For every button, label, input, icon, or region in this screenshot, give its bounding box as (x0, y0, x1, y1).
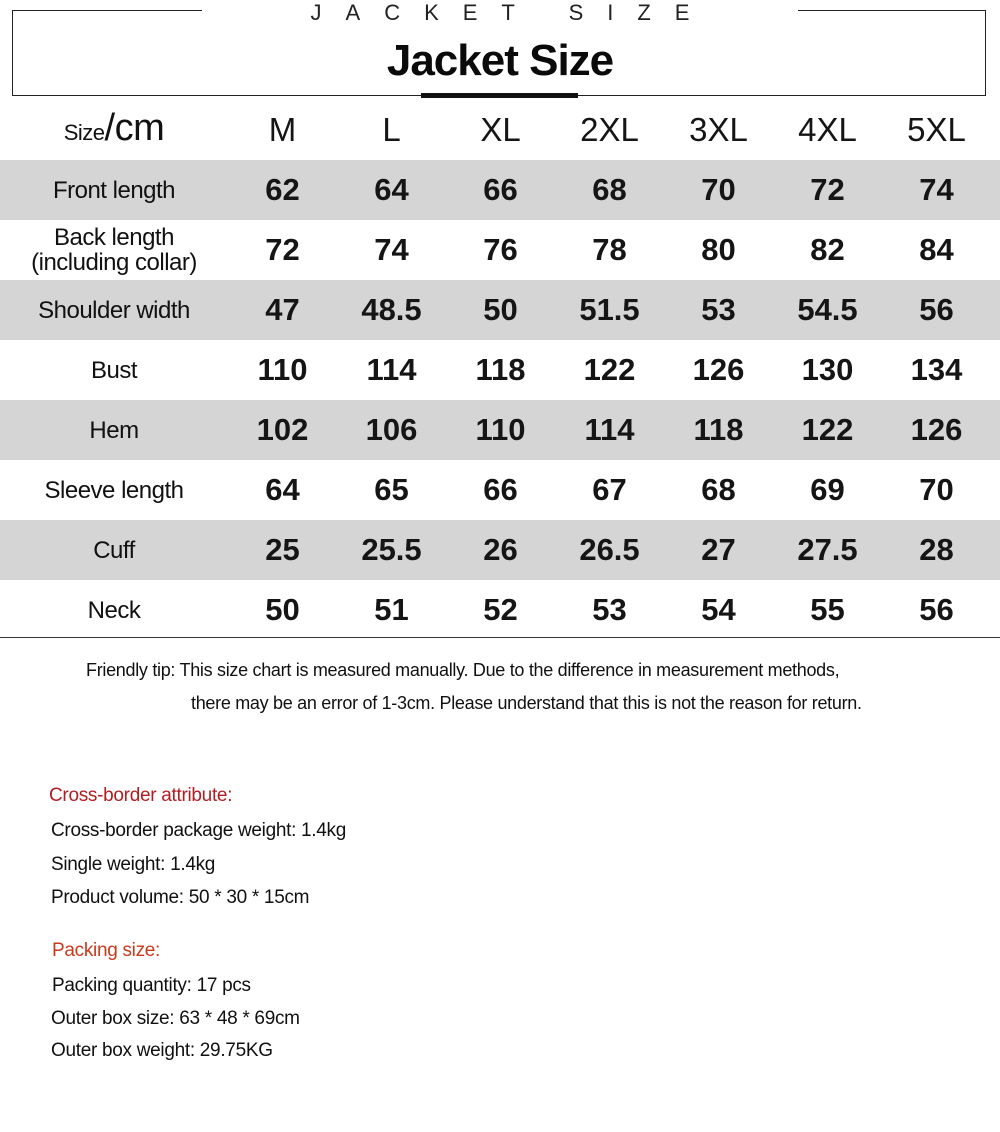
table-cell: 72 (810, 172, 845, 207)
table-cell: 82 (810, 232, 845, 267)
table-cell: 55 (810, 592, 845, 627)
size-header: 5XL (907, 111, 966, 148)
table-cell: 69 (810, 472, 845, 507)
table-cell: 51.5 (579, 292, 640, 327)
table-cell: 50 (483, 292, 518, 327)
table-cell: 68 (592, 172, 627, 207)
table-header-row (0, 100, 1000, 160)
size-header: XL (480, 111, 521, 148)
table-cell: 74 (919, 172, 954, 207)
table-cell: 110 (257, 352, 308, 387)
page-title: Jacket Size (386, 36, 614, 85)
size-table (0, 100, 1000, 640)
table-cell: 122 (801, 412, 854, 447)
unit-label (0, 106, 228, 149)
table-cell: 52 (483, 592, 518, 627)
size-header: 3XL (689, 111, 748, 148)
table-cell: 25.5 (361, 532, 422, 567)
table-cell: 64 (265, 472, 300, 507)
table-cell: 26 (483, 532, 518, 567)
table-cell: 70 (919, 472, 954, 507)
title-underline (421, 93, 578, 98)
table-cell: 76 (483, 232, 518, 267)
table-cell: 118 (693, 412, 744, 447)
table-cell: 54.5 (797, 292, 858, 327)
cross-border-line: Product volume: 50 * 30 * 15cm (51, 887, 310, 908)
table-cell: 70 (701, 172, 736, 207)
table-cell: 65 (374, 472, 409, 507)
size-header: L (382, 111, 401, 148)
row-label: Cuff (93, 536, 135, 564)
packing-line: Packing quantity: 17 pcs (52, 975, 251, 996)
cross-border-line: Single weight: 1.4kg (51, 854, 216, 875)
row-label: Hem (89, 416, 139, 444)
table-row (0, 220, 1000, 280)
table-cell: 53 (592, 592, 627, 627)
table-cell: 54 (701, 592, 736, 627)
table-cell: 53 (701, 292, 736, 327)
table-cell: 56 (919, 592, 954, 627)
table-cell: 25 (265, 532, 300, 567)
table-row (0, 160, 1000, 220)
row-label: Front length (52, 176, 176, 204)
table-cell: 130 (801, 352, 854, 387)
row-label: Bust (90, 356, 138, 384)
friendly-tip-line1: Friendly tip: This size chart is measured manually. Due to the difference in measurement methods, (86, 660, 840, 680)
table-cell: 118 (475, 352, 526, 387)
row-label: Shoulder width (38, 296, 190, 324)
table-cell: 56 (919, 292, 954, 327)
table-cell: 51 (374, 592, 409, 627)
table-cell: 64 (374, 172, 409, 207)
table-cell: 28 (919, 532, 954, 567)
row-label-line2: (including collar) (31, 249, 197, 276)
header-subtitle: JACKET SIZE (310, 0, 714, 25)
cross-border-line: Cross-border package weight: 1.4kg (51, 820, 347, 841)
size-header: 4XL (798, 111, 857, 148)
table-cell: 80 (701, 232, 736, 267)
table-cell: 62 (265, 172, 300, 207)
row-label: Sleeve length (44, 476, 184, 504)
table-row (0, 580, 1000, 640)
cross-border-heading: Cross-border attribute: (49, 785, 233, 806)
table-cell: 47 (265, 292, 300, 327)
table-cell: 66 (483, 472, 518, 507)
table-cell: 68 (701, 472, 736, 507)
packing-line: Outer box size: 63 * 48 * 69cm (51, 1008, 300, 1029)
table-cell: 27 (701, 532, 736, 567)
row-label: Neck (87, 596, 141, 624)
table-cell: 66 (483, 172, 518, 207)
table-cell: 74 (374, 232, 409, 267)
table-cell: 72 (265, 232, 300, 267)
table-row (0, 340, 1000, 400)
row-label (0, 225, 228, 275)
packing-heading: Packing size: (52, 940, 161, 961)
table-cell: 48.5 (361, 292, 422, 327)
unit-label-cm: /cm (104, 106, 165, 149)
table-row (0, 400, 1000, 460)
unit-label-size: Size (63, 119, 105, 145)
table-cell: 122 (583, 352, 636, 387)
size-header: M (268, 111, 297, 148)
table-cell: 126 (910, 412, 963, 447)
table-cell: 134 (910, 352, 963, 387)
table-cell: 78 (592, 232, 627, 267)
table-cell: 67 (592, 472, 627, 507)
friendly-tip-line2: there may be an error of 1-3cm. Please understand that this is not the reason for return. (191, 693, 862, 713)
table-cell: 126 (692, 352, 745, 387)
table-cell: 84 (919, 232, 954, 267)
size-header: 2XL (580, 111, 639, 148)
table-bottom-rule (0, 637, 1000, 638)
table-cell: 114 (584, 412, 635, 447)
table-row (0, 280, 1000, 340)
table-cell: 26.5 (579, 532, 640, 567)
table-row (0, 460, 1000, 520)
table-cell: 50 (265, 592, 300, 627)
row-label-line1: Back length (54, 224, 174, 251)
table-cell: 102 (256, 412, 309, 447)
table-cell: 27.5 (797, 532, 858, 567)
packing-line: Outer box weight: 29.75KG (51, 1040, 273, 1061)
table-row (0, 520, 1000, 580)
table-cell: 110 (475, 412, 526, 447)
table-cell: 106 (365, 412, 418, 447)
table-cell: 114 (366, 352, 417, 387)
